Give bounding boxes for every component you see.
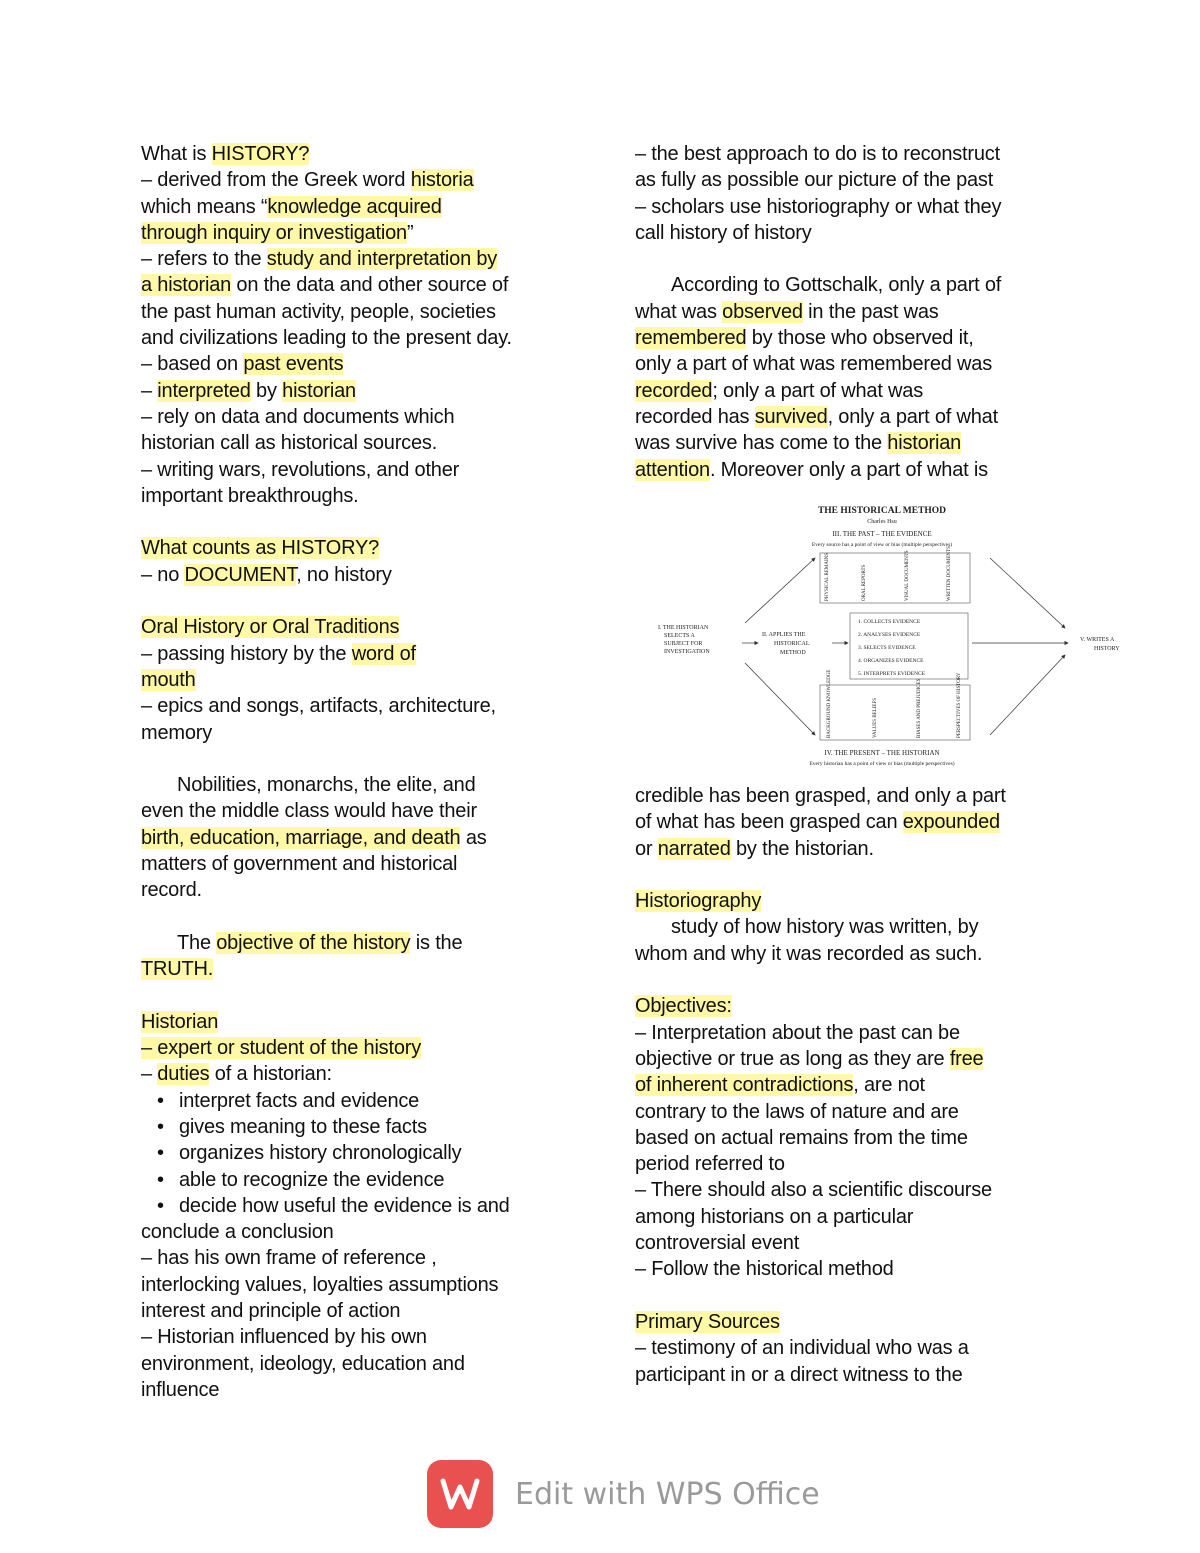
highlighted-text: study and interpretation by (266, 248, 498, 271)
highlighted-text: recorded (635, 379, 713, 402)
text-segment: as (460, 826, 487, 849)
highlighted-text: Oral History or Oral Traditions (141, 616, 400, 639)
text-segment: – rely on data and documents which (141, 405, 455, 428)
text-segment: what was (635, 300, 723, 323)
diagram-bottom-box-3: BIASES AND PREJUDICES (917, 678, 922, 738)
text-segment: was survive has come to the (635, 432, 888, 455)
text-line (141, 1351, 581, 1377)
text-segment: and civilizations leading to the present day. (141, 327, 512, 350)
text-line (141, 194, 581, 220)
text-segment: contrary to the laws of nature and are (635, 1100, 959, 1123)
text-line (635, 299, 1075, 325)
blank-line (141, 509, 581, 535)
text-segment: , are not (853, 1074, 925, 1097)
text-line (141, 325, 581, 351)
text-segment: only a part of what was remembered was (635, 353, 993, 376)
text-segment: whom and why it was recorded as such. (635, 942, 983, 965)
text-segment: – passing history by the (141, 642, 352, 665)
text-segment: in the past was (802, 300, 939, 323)
text-segment: based on actual remains from the time (635, 1126, 968, 1149)
text-line (635, 378, 1075, 404)
diagram-bottom-box-4: PERSPECTIVES OF HISTORY (957, 672, 962, 738)
text-line (635, 141, 1075, 167)
text-segment: ; only a part of what was (712, 379, 924, 402)
text-segment: controversial event (635, 1232, 800, 1255)
step-2: 2. ANALYSES EVIDENCE (858, 632, 921, 638)
text-segment: study of how history was written, by (671, 916, 979, 939)
text-line (141, 1272, 581, 1298)
right-box-line-2: HISTORY (1094, 646, 1120, 652)
text-line (635, 1099, 1075, 1125)
text-line (635, 941, 1075, 967)
text-line (635, 404, 1075, 430)
text-segment: – no (141, 563, 185, 586)
text-segment: – Interpretation about the past can be (635, 1021, 960, 1044)
diagram-bottom-box-1: BACKGROUND KNOWLEDGE (827, 669, 832, 738)
text-line (635, 220, 1075, 246)
diagram-bottom-box-2: VALUES BELIEFS (873, 697, 878, 738)
text-line (141, 167, 581, 193)
text-segment: The (177, 931, 217, 954)
text-line (141, 667, 581, 693)
text-line (635, 325, 1075, 351)
blank-line (141, 746, 581, 772)
diagram-steps (850, 613, 968, 679)
diagram-top-boxes (820, 546, 970, 603)
blank-line (635, 246, 1075, 272)
right-column-top (635, 141, 1075, 483)
text-line (635, 1151, 1075, 1177)
historical-method-diagram (650, 503, 1120, 773)
diagram-center-box (762, 632, 810, 656)
diagram-left-box (658, 625, 710, 655)
text-line (141, 798, 581, 824)
diagram-top-box-4: WRITTEN DOCUMENTS (947, 546, 952, 601)
highlighted-text: past events (243, 353, 344, 376)
arrow-right-up (990, 558, 1065, 628)
highlighted-text: through inquiry or investigation (141, 221, 407, 244)
text-segment: able to recognize the evidence (179, 1168, 445, 1191)
text-segment: of a historian: (209, 1063, 332, 1086)
text-segment: , no history (296, 563, 392, 586)
text-segment: Nobilities, monarchs, the elite, and (177, 774, 476, 797)
text-line (635, 1362, 1075, 1388)
left-column (141, 141, 581, 1403)
text-segment: by the historian. (730, 837, 874, 860)
center-box-line-3: METHOD (780, 650, 806, 656)
text-segment: – refers to the (141, 248, 267, 271)
text-segment: objective or true as long as they are (635, 1047, 950, 1070)
text-line (635, 457, 1075, 483)
blank-line (635, 1283, 1075, 1309)
blank-line (141, 904, 581, 930)
text-segment: the past human activity, people, societies (141, 300, 496, 323)
text-segment: – testimony of an individual who was a (635, 1337, 969, 1360)
text-line (141, 246, 581, 272)
text-segment: – the best approach to do is to reconstruct (635, 143, 1000, 165)
text-segment: interlocking values, loyalties assumptions (141, 1273, 499, 1296)
highlighted-text: narrated (657, 837, 731, 860)
highlighted-text: survived (754, 405, 828, 428)
highlighted-text: interpreted (157, 379, 251, 402)
text-line (141, 378, 581, 404)
text-segment: which means “ (141, 195, 268, 218)
highlighted-text: duties (157, 1063, 210, 1086)
arrow-right-down (990, 655, 1065, 735)
highlighted-text: Primary Sources (635, 1310, 780, 1333)
text-segment: call history of history (635, 221, 812, 244)
text-line (141, 641, 581, 667)
text-segment: recorded has (635, 405, 755, 428)
text-line (141, 1009, 581, 1035)
text-line (141, 1245, 581, 1271)
diagram-top-box-3: VISUAL DOCUMENTS (905, 550, 910, 601)
diagram-right-box (1080, 637, 1120, 652)
arrow-left-down (745, 663, 815, 735)
text-line (141, 825, 581, 851)
text-line (141, 956, 581, 982)
diagram-top-note: Every source has a point of view or bias (multiple perspectives) (811, 542, 953, 548)
text-segment: . Moreover only a part of what is (709, 458, 988, 481)
text-line (141, 141, 581, 167)
highlighted-text: mouth (141, 668, 196, 691)
bullet-item (141, 1088, 581, 1114)
wps-watermark[interactable] (427, 1460, 820, 1528)
text-segment: is the (410, 931, 463, 954)
text-segment: by those who observed it, (746, 327, 974, 350)
text-segment: – derived from the Greek word (141, 169, 411, 192)
blank-line (141, 983, 581, 1009)
diagram-bottom-label: IV. THE PRESENT – THE HISTORIAN (824, 749, 940, 757)
text-line (635, 272, 1075, 298)
highlighted-text: Objectives: (635, 995, 732, 1018)
right-box-line-1: V. WRITES A (1080, 637, 1115, 643)
center-box-line-1: II. APPLIES THE (762, 632, 806, 638)
text-line (141, 562, 581, 588)
text-segment: of what has been grasped can (635, 811, 903, 834)
highlighted-text: What counts as HISTORY? (141, 537, 380, 560)
text-segment: organizes history chronologically (179, 1142, 462, 1165)
wps-watermark-text: Edit with WPS Office (515, 1476, 820, 1512)
text-line (141, 272, 581, 298)
text-line (635, 1204, 1075, 1230)
text-segment: According to Gottschalk, only a part of (671, 274, 1002, 297)
text-segment: record. (141, 879, 202, 902)
text-line (141, 404, 581, 430)
text-segment: credible has been grasped, and only a part (635, 785, 1006, 807)
text-line (141, 1219, 581, 1245)
text-segment: by (250, 379, 283, 402)
text-line (141, 1035, 581, 1061)
diagram-top-label: III. THE PAST – THE EVIDENCE (832, 530, 932, 538)
text-line (635, 1309, 1075, 1335)
text-line (141, 851, 581, 877)
step-3: 3. SELECTS EVIDENCE (858, 645, 916, 651)
diagram-title: THE HISTORICAL METHOD (817, 506, 947, 516)
wps-logo-icon (427, 1460, 493, 1528)
bullet-item (141, 1167, 581, 1193)
text-line (635, 1046, 1075, 1072)
text-segment: participant in or a direct witness to the (635, 1363, 963, 1386)
bullet-item (141, 1193, 581, 1219)
text-segment: – writing wars, revolutions, and other (141, 458, 460, 481)
highlighted-text: TRUTH. (141, 958, 214, 981)
text-segment: important breakthroughs. (141, 484, 359, 507)
text-segment: on the data and other source of (231, 274, 509, 297)
text-line (141, 299, 581, 325)
text-line (141, 772, 581, 798)
text-line (635, 1177, 1075, 1203)
diagram-top-box-2: ORAL REPORTS (862, 564, 867, 601)
highlighted-text: word of (351, 642, 416, 665)
blank-line (141, 588, 581, 614)
text-segment: among historians on a particular (635, 1205, 914, 1228)
blank-line (635, 862, 1075, 888)
highlighted-text: historian (887, 432, 962, 455)
text-segment: – Historian influenced by his own (141, 1326, 427, 1349)
text-segment: – (141, 379, 158, 402)
text-segment: , only a part of what (827, 405, 998, 428)
text-line (141, 220, 581, 246)
text-segment: interest and principle of action (141, 1300, 401, 1323)
text-line (635, 914, 1075, 940)
text-segment: – has his own frame of reference , (141, 1247, 437, 1270)
highlighted-text: DOCUMENT (184, 563, 297, 586)
text-segment: conclude a conclusion (141, 1221, 334, 1244)
text-line (141, 930, 581, 956)
diagram-top-box-1: PHYSICAL REMAINS (825, 552, 830, 601)
highlighted-text: knowledge acquired (267, 195, 442, 218)
text-line (635, 167, 1075, 193)
text-line (635, 809, 1075, 835)
text-line (141, 1298, 581, 1324)
text-line (635, 351, 1075, 377)
diagram-bottom-note: Every historian has a point of view or bias (multiple perspectives) (809, 761, 955, 767)
text-line (141, 430, 581, 456)
highlighted-text: of inherent contradictions (635, 1074, 854, 1097)
step-4: 4. ORGANIZES EVIDENCE (858, 658, 924, 664)
text-line (635, 783, 1075, 809)
diagram-bottom-boxes (820, 670, 970, 740)
text-line (141, 1324, 581, 1350)
text-segment: – scholars use historiography or what they (635, 195, 1002, 218)
right-column-bottom (635, 783, 1075, 1388)
bullet-item (141, 1140, 581, 1166)
text-segment: – There should also a scientific discourse (635, 1179, 992, 1202)
arrow-left-up (745, 558, 815, 623)
text-line (141, 614, 581, 640)
text-segment: or (635, 837, 658, 860)
highlighted-text: HISTORY? (211, 143, 310, 165)
text-line (635, 1072, 1075, 1098)
step-5: 5. INTERPRETS EVIDENCE (858, 671, 926, 677)
highlighted-text: – expert or student of the history (141, 1037, 422, 1060)
step-1: 1. COLLECTS EVIDENCE (858, 619, 921, 625)
text-segment: environment, ideology, education and (141, 1352, 465, 1375)
text-segment: as fully as possible our picture of the past (635, 169, 994, 192)
text-line (635, 1256, 1075, 1282)
text-line (635, 430, 1075, 456)
text-line (141, 877, 581, 903)
highlighted-text: historia (410, 169, 474, 192)
left-box-line-1: I. THE HISTORIAN (658, 625, 709, 631)
text-line (141, 1377, 581, 1403)
text-segment: influence (141, 1378, 220, 1401)
text-segment: – Follow the historical method (635, 1258, 894, 1281)
left-box-line-2: SELECTS A (664, 633, 695, 639)
highlighted-text: expounded (902, 811, 1000, 834)
left-box-line-3: SUBJECT FOR (664, 641, 703, 647)
text-segment: historian call as historical sources. (141, 432, 438, 455)
text-segment: – epics and songs, artifacts, architecture, (141, 695, 496, 718)
text-line (635, 1335, 1075, 1361)
text-line (141, 1061, 581, 1087)
text-line (635, 888, 1075, 914)
text-line (141, 351, 581, 377)
text-line (635, 993, 1075, 1019)
text-segment: – (141, 1063, 158, 1086)
text-segment: interpret facts and evidence (179, 1089, 420, 1112)
text-segment: period referred to (635, 1153, 785, 1176)
text-line (635, 1125, 1075, 1151)
highlighted-text: historian (282, 379, 356, 402)
text-segment: What is (141, 143, 212, 165)
highlighted-text: objective of the history (216, 931, 411, 954)
text-line (141, 535, 581, 561)
text-line (141, 693, 581, 719)
diagram-author: Charles Hsu (867, 519, 897, 525)
text-segment: memory (141, 721, 213, 744)
text-segment: – based on (141, 353, 244, 376)
text-segment: decide how useful the evidence is and (179, 1194, 510, 1217)
highlighted-text: birth, education, marriage, and death (141, 826, 461, 849)
bullet-item (141, 1114, 581, 1140)
left-box-line-4: INVESTIGATION (664, 649, 710, 655)
text-segment: ” (406, 221, 414, 244)
text-line (141, 457, 581, 483)
text-segment: gives meaning to these facts (179, 1115, 427, 1138)
text-line (635, 194, 1075, 220)
text-line (141, 483, 581, 509)
text-line (635, 1020, 1075, 1046)
text-line (635, 1230, 1075, 1256)
center-box-line-2: HISTORICAL (774, 641, 810, 647)
highlighted-text: attention (635, 458, 710, 481)
highlighted-text: Historian (141, 1010, 219, 1033)
text-line (141, 720, 581, 746)
highlighted-text: remembered (635, 327, 747, 350)
text-segment: matters of government and historical (141, 853, 458, 876)
highlighted-text: observed (722, 300, 803, 323)
highlighted-text: Historiography (635, 890, 762, 913)
text-line (635, 836, 1075, 862)
highlighted-text: free (949, 1047, 984, 1070)
blank-line (635, 967, 1075, 993)
text-segment: even the middle class would have their (141, 800, 477, 823)
highlighted-text: a historian (141, 274, 232, 297)
